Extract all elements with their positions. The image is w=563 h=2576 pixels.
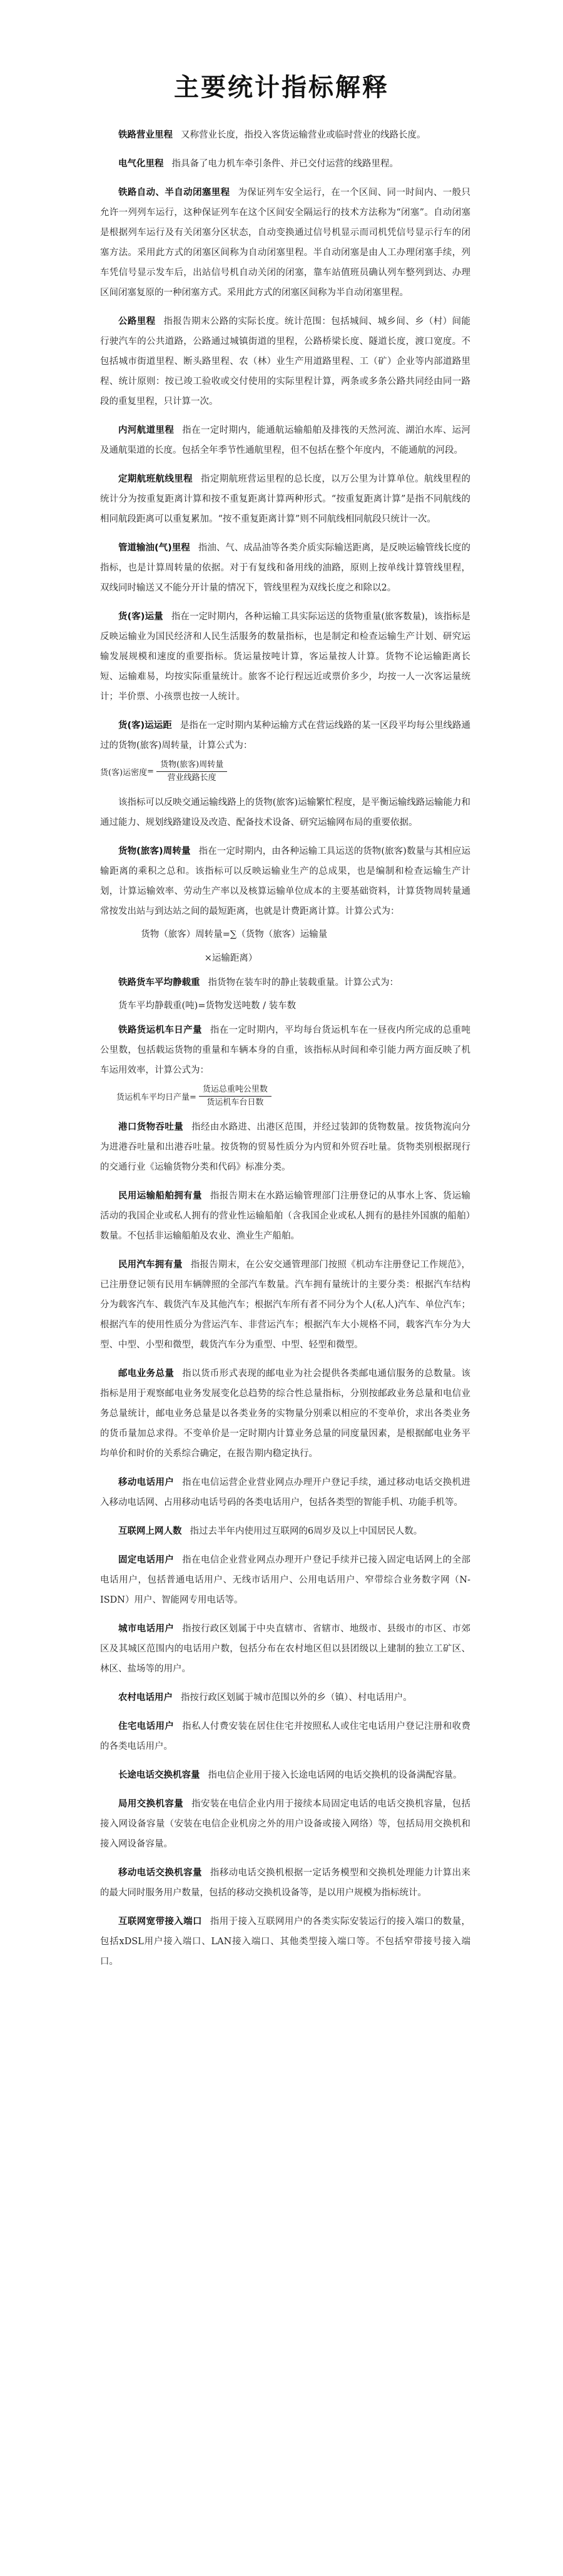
definition-text: 指安装在电信企业内用于接续本局固定电话的电话交换机容量，包括接入网设备容量（安装在电信企业机房之外的用户设备或接入网络）等，包括局用交换机和接入网设备容量。	[100, 1799, 471, 1849]
definition-text: 指按行政区划属于城市范围以外的乡（镇）、村电话用户。	[181, 1693, 412, 1703]
definition-term: 货(客)运量	[118, 612, 163, 622]
definition-term: 住宅电话用户	[118, 1722, 175, 1732]
definition-term: 城市电话用户	[118, 1624, 175, 1634]
definition-paragraph	[100, 420, 470, 460]
definition-paragraph	[100, 1716, 470, 1757]
definition-paragraph	[100, 973, 470, 993]
definition-paragraph	[100, 154, 470, 174]
definition-paragraph	[100, 183, 470, 303]
definition-paragraph	[100, 312, 470, 412]
definition-term: 互联网宽带接入端口	[118, 1917, 202, 1927]
formula-fraction	[199, 1084, 271, 1108]
definition-text: 指具备了电力机车牵引条件、并已交付运营的线路里程。	[171, 159, 399, 169]
definition-paragraph	[100, 1521, 470, 1541]
definition-term: 管道输油(气)里程	[118, 543, 190, 553]
formula-denominator: 货运机车台日数	[206, 1098, 264, 1107]
definition-term: 电气化里程	[118, 159, 164, 169]
formula-lhs: 货运机车平均日产量=	[116, 1093, 196, 1102]
wagon-load-formula: 货车平均静载重(吨)=货物发送吨数 / 装车数	[118, 1001, 297, 1011]
definition-term: 局用交换机容量	[118, 1799, 184, 1809]
definition-text: 指在一定时期内，各种运输工具实际运送的货物重量(旅客数量)，该指标是反映运输业为国民经济和人民生活服务的数量指标，也是制定和检查运输生产计划、研究运输发展规模和速度的重要指标。货运量按吨计算，客运量按人计算。货物不论运输距离长短、运输难易，均按实际重量统计。旅客不论行程远近或票价多少，均按一人一次客运量统计；半价票、小孩票也按一人统计。	[100, 612, 470, 702]
definition-paragraph	[100, 1255, 470, 1355]
definition-text: 指在一定时期内，由各种运输工具运送的货物(旅客)数量与其相应运输距离的乘积之总和。该指标可以反映运输业生产的总成果，也是编制和检查运输生产计划，计算运输效率、劳动生产率以及核算运输单位成本的主要基础资料，计算货物周转量通常按发出站与到达站之间的最短距离，也就是计费距离计算。计算公式为：	[100, 846, 471, 916]
definition-paragraph	[100, 1473, 470, 1513]
definition-paragraph	[100, 1550, 470, 1610]
definition-term: 货(客)运运距	[118, 721, 172, 731]
definition-paragraph	[100, 1020, 470, 1080]
formula-numerator: 货物(旅客)周转量	[156, 759, 227, 772]
definition-term: 邮电业务总量	[118, 1369, 175, 1379]
formula-lhs: 货(客)运密度	[100, 768, 148, 778]
definition-text: 指按行政区划属于中央直辖市、省辖市、地级市、县级市的市区、市郊区及其城区范围内的电话用户数，包括分布在农村地区但以县团级以上建制的独立工矿区、林区、盐场等的用户。	[100, 1624, 471, 1674]
definition-text: 指报告期末，在公安交通管理部门按照《机动车注册登记工作规范》，已注册登记领有民用车辆牌照的全部汽车数量。汽车拥有量统计的主要分类：根据汽车结构分为载客汽车、载货汽车及其他汽车；根据汽车所有者不同分为个人(私人)汽车、单位汽车；根据汽车的使用性质分为营运汽车、非营运汽车；根据汽车大小规格不同，载客汽车分为大型、中型、小型和微型，载货汽车分为重型、中型、轻型和微型。	[100, 1260, 471, 1350]
definition-text: 指移动电话交换机根据一定话务模型和交换机处理能力计算出来的最大同时服务用户数量，包括的移动交换机设备等，是以用户规模为指标统计。	[100, 1868, 471, 1898]
formula-fraction	[156, 759, 227, 784]
document-body	[100, 125, 470, 1980]
definition-text: 指过去半年内使用过互联网的6周岁及以上中国居民人数。	[190, 1526, 423, 1536]
density-formula	[100, 759, 470, 784]
definition-text: 指报告期末在水路运输管理部门注册登记的从事水上客、货运输活动的我国企业或私人拥有的营业性运输船舶（含我国企业或私人拥有的悬挂外国旗的船舶）数量。不包括非运输船舶及农业、渔业生产船舶。	[100, 1191, 471, 1241]
definition-text: 指货物在装车时的静止装载重量。计算公式为：	[208, 978, 399, 988]
definition-text: 指报告期末公路的实际长度。统计范围：包括城间、城乡间、乡（村）间能行驶汽车的公共道路，公路通过城镇街道的里程，公路桥梁长度、隧道长度，渡口宽度。不包括城市街道里程、断头路里程、农（林）业生产用道路里程、工（矿）企业等内部道路里程、统计原则：按已竣工验收或交付使用的实际里程计算，两条或多条公路共同经由同一路段的重复里程，只计算一次。	[100, 317, 471, 407]
definition-term: 民用运输船舶拥有量	[118, 1191, 202, 1201]
definition-term: 互联网上网人数	[118, 1526, 182, 1536]
formula-denominator: 营业线路长度	[167, 773, 216, 783]
definition-paragraph	[100, 1117, 470, 1177]
definition-paragraph	[100, 1688, 470, 1708]
definition-term: 民用汽车拥有量	[118, 1260, 183, 1270]
definition-term: 农村电话用户	[118, 1693, 173, 1703]
turnover-formula-line2: ×运输距离）	[204, 953, 258, 963]
definition-text: 指在一定时期内，能通航运输船舶及排筏的天然河流、湖泊水库、运河及通航渠道的长度。包括全年季节性通航里程，但不包括在整个年度内，不能通航的河段。	[100, 425, 471, 455]
definition-term: 铁路货运机车日产量	[118, 1025, 202, 1035]
definition-term: 移动电话用户	[118, 1478, 175, 1488]
definition-paragraph	[100, 1912, 470, 1972]
definition-term: 公路里程	[118, 317, 156, 327]
definition-text: 指电信企业用于接入长途电话网的电话交换机的设备满配容量。	[208, 1770, 462, 1780]
definition-paragraph	[100, 607, 470, 707]
definition-paragraph	[100, 1364, 470, 1464]
definition-text: 指经由水路进、出港区范围，并经过装卸的货物数量。按货物流向分为进港吞吐量和出港吞吐量。按货物的贸易性质分为内贸和外贸吞吐量。货物类别根据现行的交通行业《运输货物分类和代码》标准分类。	[100, 1122, 471, 1172]
definition-text: 为保证列车安全运行，在一个区间、同一时间内、一般只允许一列列车运行，这种保证列车在这个区间安全隔运行的技术方法称为“闭塞”。自动闭塞是根据列车运行及有关闭塞分区状态，自动变换通过信号机显示而司机凭信号显示行车的闭塞方法。采用此方式的闭塞区间称为自动闭塞里程。半自动闭塞是由人工办理闭塞手续，列车凭信号显示发车后，出站信号机自动关闭的闭塞，靠车站值班员确认列车整列到达、办理区间闭塞复原的一种闭塞方式。采用此方式的闭塞区间称为半自动闭塞里程。	[100, 188, 470, 298]
definition-term: 铁路营业里程	[118, 130, 173, 140]
definition-term: 移动电话交换机容量	[118, 1868, 202, 1878]
definition-text: 指定期航班营运里程的总长度，以万公里为计算单位。航线里程的统计分为按重复距离计算和按不重复距离计算两种形式。“按重复距离计算”是指不同航线的相同航段距离可以重复累加。“按不重复距离计算”则不同航线相同航段只统计一次。	[100, 474, 471, 524]
definition-term: 定期航班航线里程	[118, 474, 193, 484]
definition-paragraph	[100, 1619, 470, 1679]
definition-text: 指油、气、成品油等各类介质实际输送距离，是反映运输管线长度的指标，也是计算周转量的依据。对于有复线和备用线的油路，原则上按单线计算管线里程，双线同时输送又不能分开计量的情况下，管线里程为双线长度之和除以2。	[100, 543, 470, 593]
definition-term: 固定电话用户	[118, 1555, 175, 1565]
definition-text: 又称营业长度，指投入客货运输营业或临时营业的线路长度。	[181, 130, 426, 140]
definition-note: 该指标可以反映交通运输线路上的货物(旅客)运输繁忙程度，是平衡运输线路运输能力和通过能力、规划线路建设及改造、配备技术设备、研究运输网布局的重要依据。	[100, 798, 470, 828]
definition-paragraph	[100, 538, 470, 598]
page-title: 主要统计指标解释	[174, 73, 389, 102]
definition-text: 指在电信运营企业营业网点办理开户登记手续，通过移动电话交换机进入移动电话网、占用移动电话号码的各类电话用户，包括各类型的智能手机、功能手机等。	[100, 1478, 471, 1508]
definition-paragraph	[100, 1794, 470, 1854]
definition-text: 是指在一定时期内某种运输方式在营运线路的某一区段平均每公里线路通过的货物(旅客)周转量，计算公式为：	[100, 721, 470, 751]
definition-paragraph	[100, 125, 470, 145]
definition-term: 内河航道里程	[118, 425, 175, 435]
definition-paragraph	[100, 469, 470, 529]
definition-term: 铁路自动、半自动闭塞里程	[118, 188, 230, 198]
definition-text: 指用于接入互联网用户的各类实际安装运行的接入端口的数量，包括xDSL用户接入端口、LAN接入端口、其他类型接入端口等。不包括窄带接号接入端口。	[100, 1917, 471, 1967]
formula-equals: =	[147, 767, 155, 776]
definition-term: 港口货物吞吐量	[118, 1122, 184, 1132]
loco-formula	[100, 1084, 470, 1108]
definition-paragraph	[100, 716, 470, 756]
definition-text: 指以货币形式表现的邮电业为社会提供各类邮电通信服务的总数量。该指标是用于观察邮电业务发展变化总趋势的综合性总量指标，分别按邮政业务总量和电信业务总量统计，邮电业务总量是以各类业务的实物量分别乘以相应的不变单价，求出各类业务的货币量加总求得。不变单价是一定时期内计算业务总量的同度量因素，是根据邮电业务平均单价和时价的关系综合确定，在报告期内稳定执行。	[100, 1369, 471, 1459]
definition-term: 长途电话交换机容量	[118, 1770, 200, 1780]
formula-numerator: 货运总重吨公里数	[199, 1084, 271, 1097]
definition-paragraph	[100, 1186, 470, 1246]
definition-term: 货物(旅客)周转量	[118, 846, 191, 856]
definition-paragraph	[100, 841, 470, 921]
definition-text: 指在一定时期内，平均每台货运机车在一昼夜内所完成的总重吨公里数，包括载运货物的重量和车辆本身的自重，该指标从时间和牵引能力两方面反映了机车运用效率，计算公式为：	[100, 1025, 471, 1075]
definition-paragraph	[100, 1863, 470, 1903]
definition-text: 指私人付费安装在居住住宅并按照私人或住宅电话用户登记注册和收费的各类电话用户。	[100, 1722, 471, 1752]
turnover-formula-line1: 货物（旅客）周转量=∑（货物（旅客）运输量	[141, 930, 328, 940]
definition-text: 指在电信企业营业网点办理开户登记手续并已接入固定电话网上的全部电话用户，包括普通电话用户、无线市话用户、公用电话用户、窄带综合业务数字网（N-ISDN）用户、智能网专用电话等。	[100, 1555, 471, 1605]
definition-paragraph	[100, 1765, 470, 1785]
definition-term: 铁路货车平均静载重	[118, 978, 200, 988]
